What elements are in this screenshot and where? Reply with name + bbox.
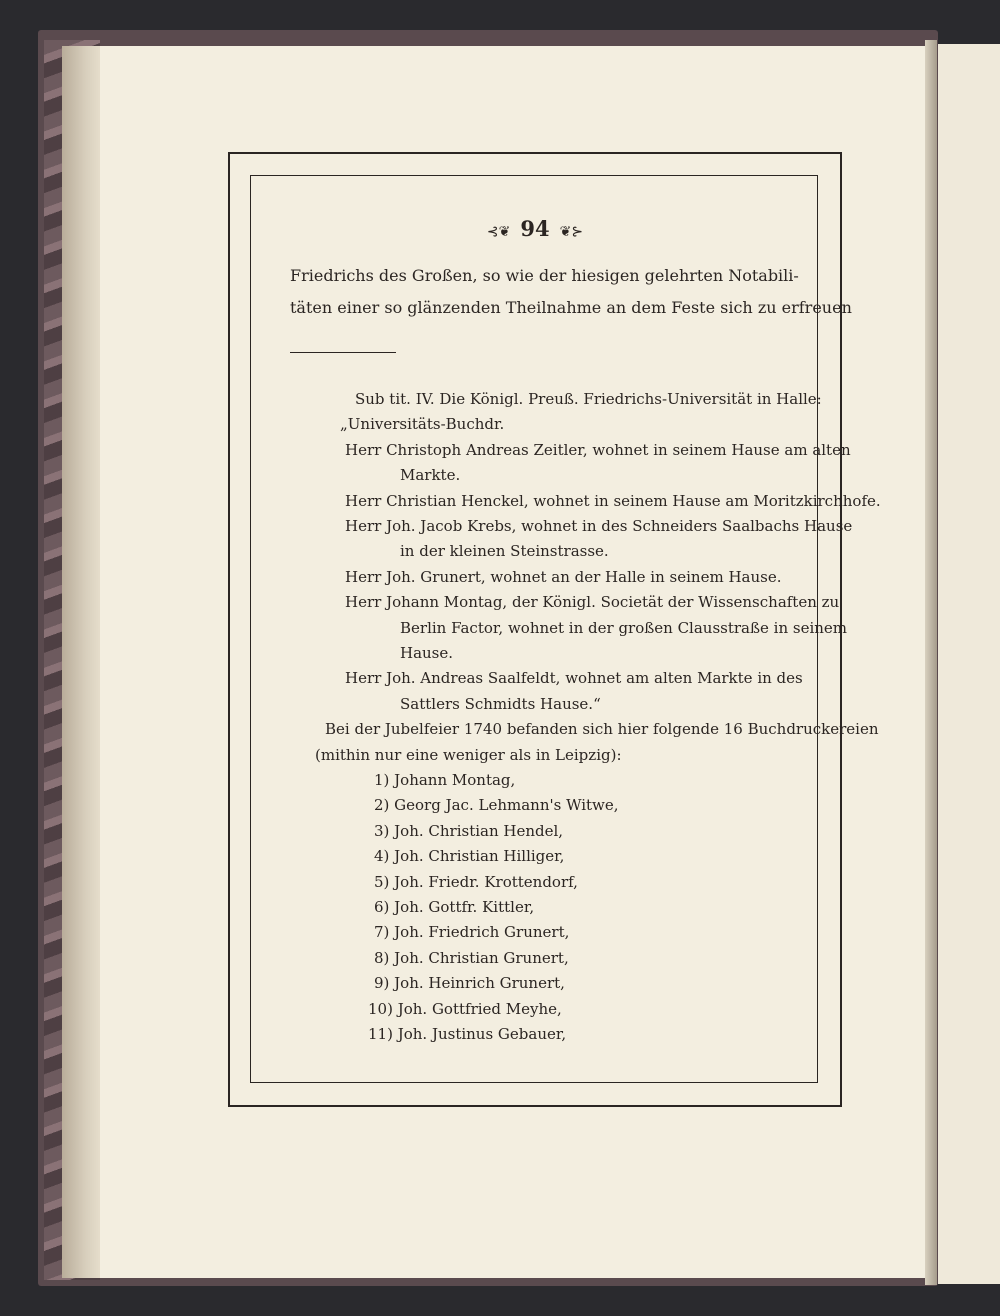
list-item: 7) Joh. Friedrich Grunert, (374, 923, 570, 942)
list-item: 2) Georg Jac. Lehmann's Witwe, (374, 796, 619, 815)
list-item: 10) Joh. Gottfried Meyhe, (368, 999, 562, 1018)
text-line: Sub tit. IV. Die Königl. Preuß. Friedrichs-Universität in Halle: (355, 390, 822, 408)
list-item: 5) Joh. Friedr. Krottendorf, (374, 872, 578, 891)
list-item: 11) Joh. Justinus Gebauer, (368, 1025, 567, 1043)
text-line: in der kleinen Steinstrasse. (400, 542, 609, 561)
ornament-icon: ❦⊱ (559, 224, 584, 240)
text-line: Friedrichs des Großen, so wie der hiesigen gelehrten Notabili- (290, 266, 799, 285)
page-edges (62, 46, 102, 1278)
text-line: Herr Christian Henckel, wohnet in seinem Hause am Moritzkirchhofe. (345, 491, 881, 510)
text-line: Berlin Factor, wohnet in der großen Clausstraße in seinem (400, 618, 848, 637)
book-gutter (925, 40, 937, 1285)
text-line: Bei der Jubelfeier 1740 befanden sich hier folgende 16 Buchdruckereien (325, 720, 879, 739)
ornament-icon: ⊰❦ (486, 224, 511, 240)
text-line: Markte. (400, 466, 461, 485)
page-number (470, 216, 600, 241)
text-line: täten einer so glänzenden Theilnahme an dem Feste sich zu erfreuen (290, 298, 852, 317)
page-number-text: 94 (520, 216, 550, 241)
list-item: 4) Joh. Christian Hilliger, (374, 847, 565, 866)
text-line: Herr Joh. Andreas Saalfeldt, wohnet am alten Markte in des (345, 669, 803, 688)
list-item: 3) Joh. Christian Hendel, (374, 821, 564, 840)
list-item: 9) Joh. Heinrich Grunert, (374, 974, 565, 993)
facing-page (938, 44, 1000, 1284)
text-line: Hause. (400, 644, 454, 662)
text-line: Herr Christoph Andreas Zeitler, wohnet in seinem Hause am alten (345, 440, 851, 459)
text-line: Herr Joh. Grunert, wohnet an der Halle in seinem Hause. (345, 567, 782, 586)
text-line: Sattlers Schmidts Hause.“ (400, 694, 601, 713)
text-line: (mithin nur eine weniger als in Leipzig): (315, 745, 622, 764)
divider-rule (290, 352, 396, 353)
list-item: 6) Joh. Gottfr. Kittler, (374, 898, 535, 916)
text-line: „Universitäts-Buchdr. (340, 415, 505, 434)
list-item: 8) Joh. Christian Grunert, (374, 948, 569, 967)
text-line: Herr Joh. Jacob Krebs, wohnet in des Schneiders Saalbachs Hause (345, 517, 853, 535)
text-line: Herr Johann Montag, der Königl. Societät der Wissenschaften zu (345, 593, 840, 612)
list-item: 1) Johann Montag, (374, 771, 516, 789)
